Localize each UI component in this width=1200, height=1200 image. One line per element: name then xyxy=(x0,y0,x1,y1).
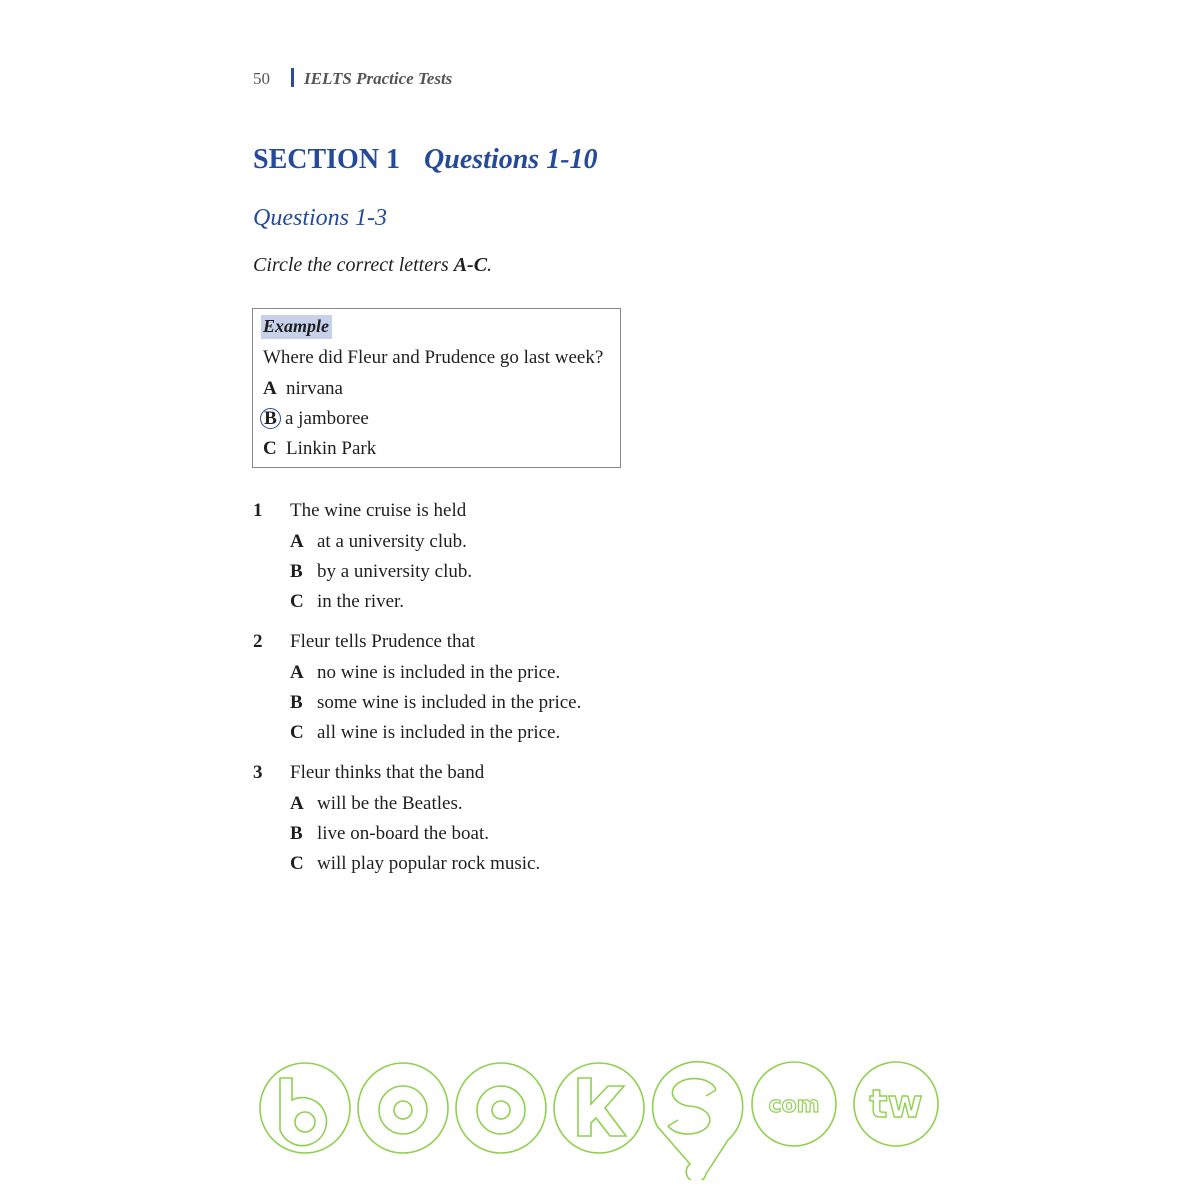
instruction-end: . xyxy=(487,254,493,276)
option-text: Linkin Park xyxy=(286,438,377,459)
option-text: will play popular rock music. xyxy=(317,853,541,874)
running-head xyxy=(253,68,452,89)
option-letter: B xyxy=(290,561,303,582)
question-2-option-a xyxy=(290,662,560,684)
question-1-option-c xyxy=(290,591,404,613)
option-text: nirvana xyxy=(286,378,343,399)
option-letter: B xyxy=(290,692,303,713)
instruction-text: Circle the correct letters xyxy=(253,254,454,276)
question-1-option-a xyxy=(290,531,467,553)
section-heading xyxy=(253,144,598,176)
question-3-option-c xyxy=(290,853,540,875)
option-letter: A xyxy=(290,531,304,552)
book-title: IELTS Practice Tests xyxy=(304,69,453,88)
example-question: Where did Fleur and Prudence go last week? xyxy=(263,347,604,368)
subsection-title: Questions 1-3 xyxy=(253,205,387,231)
section-questions-range: Questions 1-10 xyxy=(424,144,598,175)
books-watermark-logo xyxy=(258,1060,942,1180)
option-letter: C xyxy=(263,438,277,459)
question-stem: Fleur thinks that the band xyxy=(290,762,485,783)
question-number: 1 xyxy=(253,500,263,521)
example-option-c xyxy=(263,438,376,460)
option-letter: A xyxy=(290,662,304,683)
question-3-option-b xyxy=(290,823,489,845)
circled-answer-letter: B xyxy=(260,408,281,429)
question-1-option-b xyxy=(290,561,472,583)
question-number: 3 xyxy=(253,762,263,783)
option-text: will be the Beatles. xyxy=(317,793,463,814)
option-text: no wine is included in the price. xyxy=(317,662,561,683)
option-text: in the river. xyxy=(317,591,405,612)
question-3-option-a xyxy=(290,793,463,815)
question-stem: The wine cruise is held xyxy=(290,500,467,521)
option-text: all wine is included in the price. xyxy=(317,722,561,743)
instruction-letters: A-C xyxy=(453,254,488,276)
option-letter: C xyxy=(290,722,304,743)
option-letter: C xyxy=(290,853,304,874)
example-option-a xyxy=(263,378,343,400)
question-2-option-c xyxy=(290,722,560,744)
instruction xyxy=(253,254,492,277)
option-text: by a university club. xyxy=(317,561,473,582)
option-letter: C xyxy=(290,591,304,612)
svg-text:tw: tw xyxy=(869,1082,923,1126)
option-text: a jamboree xyxy=(285,408,369,429)
option-text: live on-board the boat. xyxy=(317,823,490,844)
question-2-option-b xyxy=(290,692,581,714)
header-divider xyxy=(291,68,294,87)
example-option-b xyxy=(263,408,369,430)
option-letter: A xyxy=(290,793,304,814)
option-text: at a university club. xyxy=(317,531,467,552)
page-number: 50 xyxy=(253,69,270,88)
svg-text:com: com xyxy=(768,1093,820,1118)
option-text: some wine is included in the price. xyxy=(317,692,582,713)
example-box xyxy=(252,308,621,468)
question-stem: Fleur tells Prudence that xyxy=(290,631,476,652)
question-number: 2 xyxy=(253,631,263,652)
section-title: SECTION 1 xyxy=(253,144,401,175)
option-letter: B xyxy=(290,823,303,844)
example-label: Example xyxy=(261,315,332,339)
option-letter: A xyxy=(263,378,277,399)
